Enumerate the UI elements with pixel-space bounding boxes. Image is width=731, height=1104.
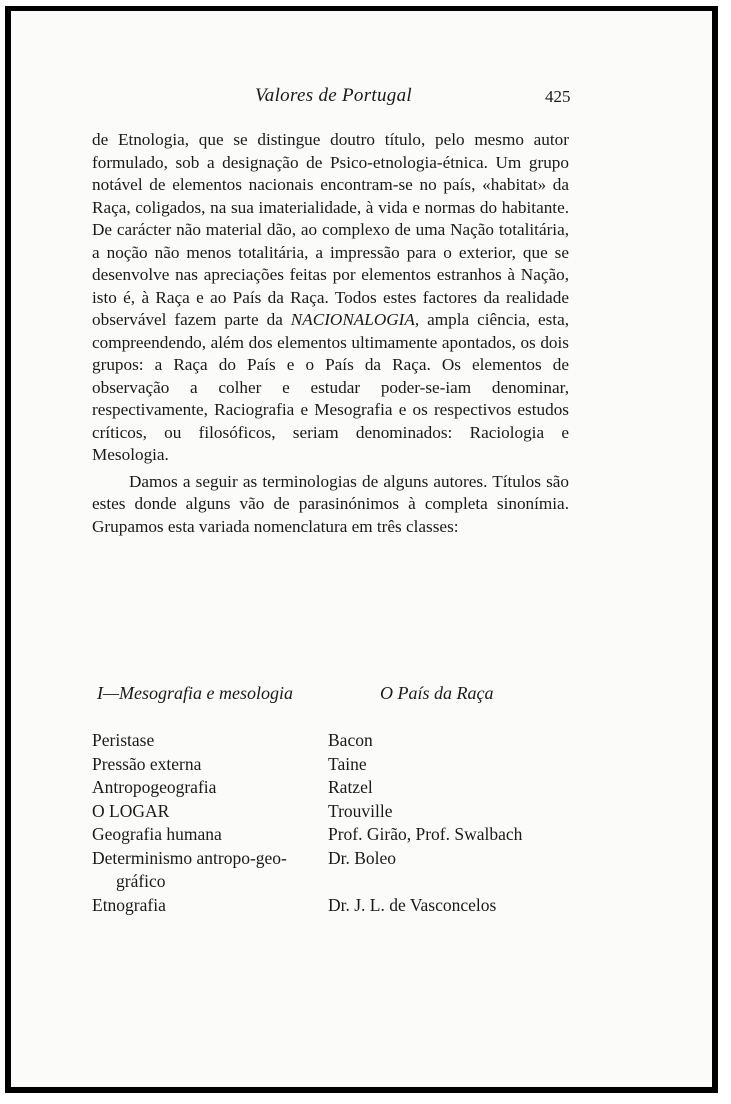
term-item: Pressão externa (92, 753, 202, 774)
page-header (11, 85, 724, 115)
term-item: Geografia humana (92, 824, 222, 844)
paragraph-1-part-1: de Etnologia, que se distingue doutro título, pelo mesmo autor formulado, sob a designação de Psico-etnologia-étnica. Um grupo notável de elementos nacionais encontram-se no país, «habitat» da Raça, coligados, na sua imaterialidade, à vida e normas do habitante. De carácter não material dão, ao complexo de uma Nação totalitária, a noção não menos totalitária, a impressão para o exterior, que se desenvolve nas apreciações feitas por elementos estranhos à Nação, isto é, à Raça e ao País da Raça. Todos estes factores da realidade observável fazem parte da (92, 130, 569, 329)
author-item: Trouville (328, 800, 393, 821)
term-item: Peristase (92, 730, 155, 750)
section-heading-left: I—Mesografia e mesologia (97, 683, 293, 703)
running-title: Valores de Portugal (255, 85, 412, 106)
section-heading-right: O País da Raça (380, 683, 494, 703)
paragraph-1 (92, 129, 569, 467)
author-spacer (328, 870, 628, 894)
term-item-continuation: gráfico (116, 871, 166, 891)
term-item: Antropogeografia (92, 777, 217, 797)
body-text (92, 129, 569, 538)
author-item: Prof. Girão, Prof. Swalbach (328, 824, 523, 844)
paragraph-1-part-2: ampla ciência, esta, compreendendo, além dos elementos ultimamente apontados, os dois grupos: a Raça do País e o País da Raça. Os elementos de observação a colher e estudar poder-se-iam denominar, respectivamente, Raciografia e Mesografia e os respectivos estudos críticos, ou filosóficos, seriam denominados: Raciologia e Mesologia. (92, 310, 569, 464)
term-item: O LOGAR (92, 800, 170, 821)
page-number: 425 (545, 87, 571, 106)
terms-column (92, 729, 332, 917)
author-item: Taine (328, 753, 367, 774)
paragraph-1-emphasis: NACIONALOGIA, (290, 310, 420, 329)
authors-column (328, 729, 628, 917)
book-page (5, 6, 718, 1093)
author-item: Dr. J. L. de Vasconcelos (328, 894, 497, 915)
author-item: Bacon (328, 730, 373, 750)
paragraph-2: Damos a seguir as terminologias de alguns autores. Títulos são estes donde alguns vão de parasinónimos à completa sinonímia. Grupamos esta variada nomenclatura em três classes: (92, 471, 569, 536)
term-item: Determinismo antropo-geo- (92, 847, 287, 868)
author-item: Ratzel (328, 777, 373, 797)
term-item: Etnografia (92, 894, 166, 915)
author-item: Dr. Boleo (328, 847, 397, 868)
